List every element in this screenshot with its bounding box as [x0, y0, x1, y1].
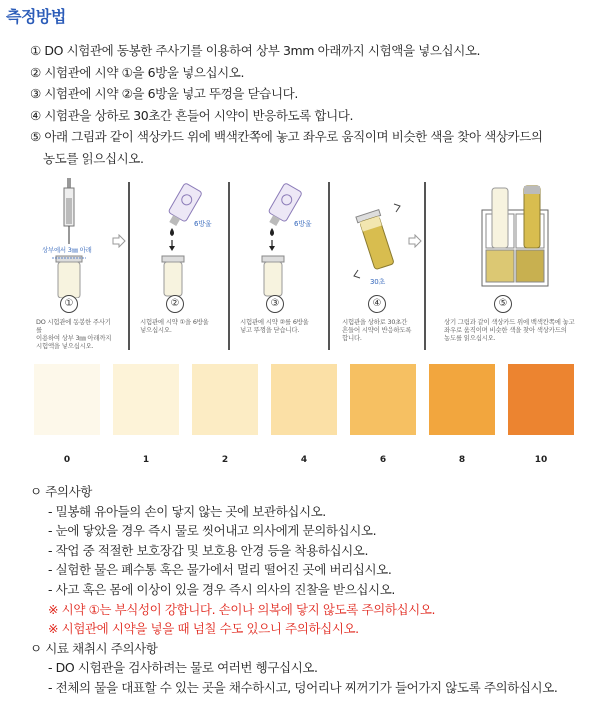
procedure-illustration	[30, 178, 576, 350]
illustration-1-label: 상부에서 3㎜ 아래	[42, 246, 92, 254]
caution-item: - 실험한 물은 폐수통 혹은 물가에서 멀리 떨어진 곳에 버리십시오.	[48, 562, 392, 578]
step-number-3: ③	[266, 295, 284, 313]
illustration-panel-1	[30, 178, 112, 350]
step-5: ⑤ 아래 그림과 같이 색상카드 위에 백색칸쪽에 놓고 좌우로 움직이며 비슷한 색을 찾아 색상카드의	[30, 129, 543, 145]
illustration-panel-5	[430, 178, 576, 350]
color-swatch	[271, 364, 337, 435]
drops-label-3: 6방울	[294, 220, 312, 228]
color-swatch	[113, 364, 179, 435]
caution-item: - 작업 중 적절한 보호장갑 및 보호용 안경 등을 착용하십시오.	[48, 542, 369, 558]
illustration-3-caption: 시험관에 시약 ②를 6방울 넣고 뚜껑을 닫습니다.	[240, 318, 309, 334]
swatch-label: 10	[534, 455, 548, 465]
step-3: ③ 시험관에 시약 ②을 6방울 넣고 뚜껑을 닫습니다.	[30, 86, 298, 102]
step-4: ④ 시험관을 상하로 30초간 흔들어 시약이 반응하도록 합니다.	[30, 107, 354, 123]
color-card-comparison-icon	[430, 178, 576, 296]
drops-label-2: 6방울	[194, 220, 212, 228]
caution-section	[30, 482, 557, 698]
illustration-panel-4	[334, 178, 420, 350]
step-1: ① DO 시험관에 동봉한 주사기를 이용하여 상부 3mm 아래까지 시험액을 넣으십시오.	[30, 43, 481, 58]
dropper-bottle-icon	[134, 178, 224, 298]
sampling-heading: ㅇ 시료 채취시 주의사항	[30, 640, 158, 656]
caution-heading: ㅇ 주의사항	[30, 484, 92, 499]
illustration-panel-3	[234, 178, 324, 350]
swatch-label: 4	[300, 455, 308, 465]
time-label: 30초	[370, 278, 386, 286]
next-arrow-icon	[408, 234, 422, 248]
illustration-2-caption: 시험관에 시약 ①을 6방울 넣으십시오.	[140, 318, 209, 334]
caution-item: - 사고 혹은 몸에 이상이 있을 경우 즉시 의사의 진찰을 받으십시오.	[48, 581, 395, 597]
panel-divider	[328, 182, 330, 350]
swatch-label: 2	[221, 455, 229, 465]
sampling-item: - DO 시험관을 검사하려는 물로 여러번 헹구십시오.	[48, 660, 318, 676]
step-number-5: ⑤	[494, 295, 512, 313]
caution-item: - 밀봉해 유아들의 손이 닿지 않는 곳에 보관하십시오.	[48, 503, 326, 519]
page-title: 측정방법	[6, 7, 66, 26]
step-number-4: ④	[368, 295, 386, 313]
warning-item: ※ 시약 ①는 부식성이 강합니다. 손이나 의복에 닿지 않도록 주의하십시오.	[48, 601, 436, 617]
panel-divider	[424, 182, 426, 350]
panel-divider	[128, 182, 130, 350]
swatch-label: 8	[458, 455, 466, 465]
sampling-item: - 전체의 물을 대표할 수 있는 곳을 채수하시고, 덩어리나 찌꺼기가 들어가지 않도록 주의하십시오.	[48, 679, 558, 695]
color-swatch	[350, 364, 416, 435]
syringe-and-tube-icon	[30, 178, 108, 298]
step-2: ② 시험관에 시약 ①을 6방울 넣으십시오.	[30, 64, 245, 80]
color-swatch	[192, 364, 258, 435]
illustration-1-caption: DO 시험관에 동봉한 주사기를 이용하여 상부 3㎜ 아래까지 시험액을 넣으십시오.	[36, 318, 112, 350]
step-list	[30, 40, 590, 170]
color-swatch	[34, 364, 100, 435]
illustration-5-caption: 상기 그림과 같이 색상카드 위에 백색칸쪽에 놓고 좌우로 움직이며 비슷한 색을 찾아 색상카드의 농도를 읽으십시오.	[444, 318, 575, 342]
dropper-bottle-icon	[234, 178, 324, 298]
caution-item: - 눈에 닿았을 경우 즉시 물로 씻어내고 의사에게 문의하십시오.	[48, 523, 377, 539]
swatch-label: 6	[379, 455, 387, 465]
swatch-label: 0	[63, 455, 71, 465]
color-swatch	[429, 364, 495, 435]
illustration-4-caption: 시험관을 상하로 30초간 흔들어 시약이 반응하도록 합니다.	[342, 318, 412, 342]
illustration-panel-2	[134, 178, 224, 350]
warning-item: ※ 시험관에 시약을 넣을 때 넘칠 수도 있으니 주의하십시오.	[48, 621, 359, 637]
step-5-continued: 농도를 읽으십시오.	[43, 150, 144, 166]
step-number-2: ②	[166, 295, 184, 313]
swatch-label: 1	[142, 455, 150, 465]
step-number-1: ①	[60, 295, 78, 313]
panel-divider	[228, 182, 230, 350]
next-arrow-icon	[112, 234, 126, 248]
color-swatch	[508, 364, 574, 435]
